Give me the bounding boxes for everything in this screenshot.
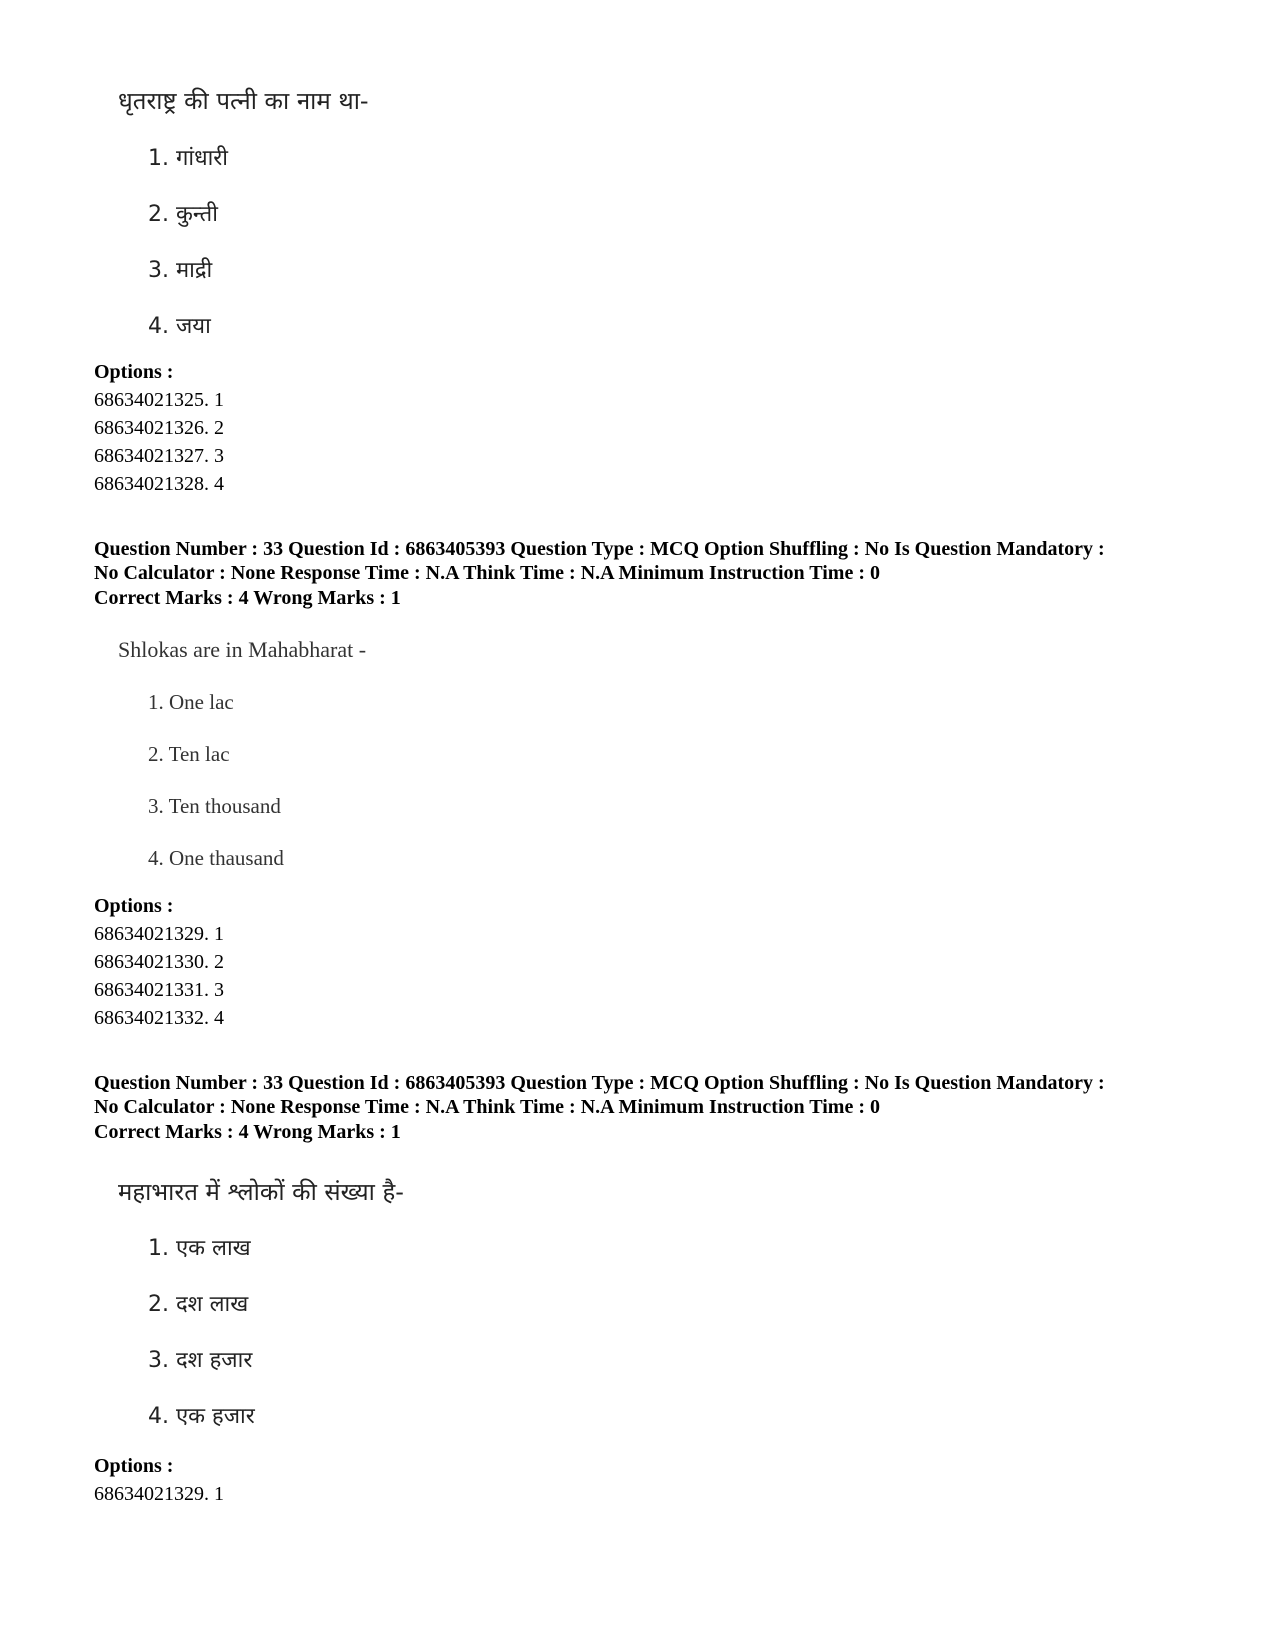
option-id: 68634021325. 1: [94, 389, 224, 411]
choice-3: 3. Ten thousand: [148, 794, 281, 818]
options-label: Options :: [94, 1455, 174, 1477]
question-text: महाभारत में श्लोकों की संख्या है-: [118, 1178, 404, 1206]
question-text: Shlokas are in Mahabharat -: [118, 637, 367, 662]
choice-2: 2. दश लाख: [148, 1292, 249, 1317]
marks-line: Correct Marks : 4 Wrong Marks : 1: [94, 1121, 401, 1143]
choice-1: 1. One lac: [148, 690, 234, 714]
question-text: धृतराष्ट्र की पत्नी का नाम था-: [118, 87, 369, 115]
option-id: 68634021326. 2: [94, 417, 224, 439]
question-meta-line-1: Question Number : 33 Question Id : 6863405393 Question Type : MCQ Option Shuffling : No Is Question Mandatory :: [94, 538, 1105, 560]
option-id: 68634021327. 3: [94, 445, 224, 467]
question-meta-line-2: No Calculator : None Response Time : N.A Think Time : N.A Minimum Instruction Time : 0: [94, 562, 880, 584]
choice-4: 4. जया: [148, 314, 211, 339]
option-id: 68634021328. 4: [94, 473, 224, 495]
choice-1: 1. गांधारी: [148, 146, 228, 171]
choice-3: 3. दश हजार: [148, 1348, 253, 1373]
option-id: 68634021332. 4: [94, 1007, 224, 1029]
options-label: Options :: [94, 361, 174, 383]
choice-2: 2. कुन्ती: [148, 202, 218, 227]
option-id: 68634021329. 1: [94, 923, 224, 945]
option-id: 68634021331. 3: [94, 979, 224, 1001]
options-label: Options :: [94, 895, 174, 917]
choice-3: 3. माद्री: [148, 258, 213, 283]
choice-4: 4. One thausand: [148, 846, 284, 870]
option-id: 68634021330. 2: [94, 951, 224, 973]
choice-4: 4. एक हजार: [148, 1404, 255, 1429]
choice-2: 2. Ten lac: [148, 742, 230, 766]
option-id: 68634021329. 1: [94, 1483, 224, 1505]
question-meta: [94, 537, 1194, 585]
choice-1: 1. एक लाख: [148, 1236, 251, 1261]
question-meta-line-1: Question Number : 33 Question Id : 6863405393 Question Type : MCQ Option Shuffling : No Is Question Mandatory :: [94, 1072, 1105, 1094]
marks-line: Correct Marks : 4 Wrong Marks : 1: [94, 587, 401, 609]
question-meta-line-2: No Calculator : None Response Time : N.A Think Time : N.A Minimum Instruction Time : 0: [94, 1096, 880, 1118]
question-meta: [94, 1071, 1194, 1119]
